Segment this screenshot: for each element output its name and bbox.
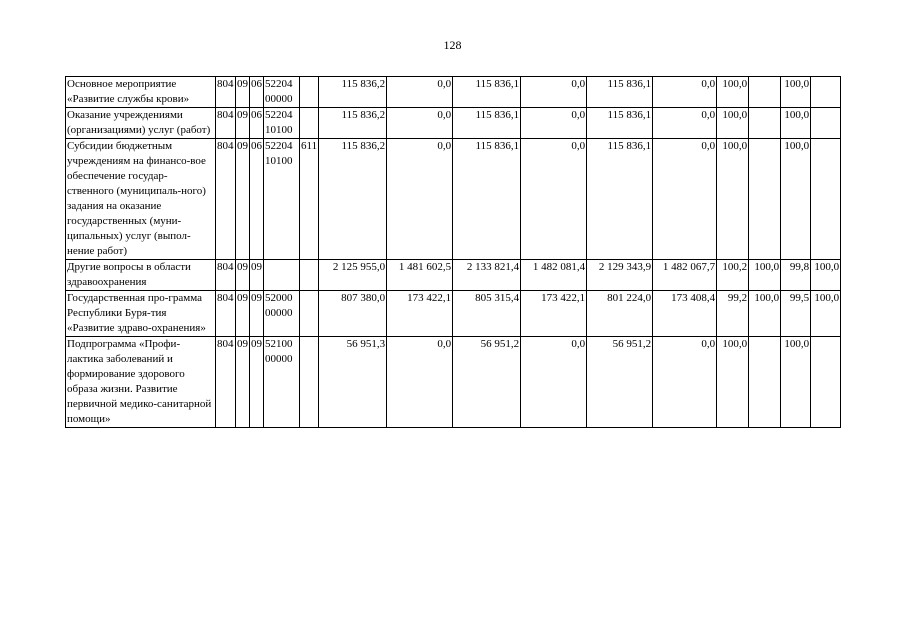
section-code-cell: 09 [236, 77, 250, 108]
table-row [66, 77, 841, 108]
subsection-code-cell: 09 [250, 260, 264, 291]
row-label-cell: Подпрограмма «Профи-лактика заболеваний и формирование здорового образа жизни. Развитие первичной медико-санитарной помощи» [66, 337, 216, 428]
approved-total-cell: 2 125 955,0 [319, 260, 387, 291]
approved-federal-cell: 0,0 [387, 337, 453, 428]
approved-total-cell: 115 836,2 [319, 139, 387, 260]
pct-refined-federal-cell [811, 139, 841, 260]
target-article-cell: 52204 10100 [264, 139, 300, 260]
ministry-code-cell: 804 [216, 260, 236, 291]
pct-approved-total-cell: 100,0 [717, 337, 749, 428]
row-label-cell: Оказание учреждениями (организациями) услуг (работ) [66, 108, 216, 139]
executed-total-cell: 115 836,1 [587, 77, 653, 108]
refined-total-cell: 2 133 821,4 [453, 260, 521, 291]
target-article-cell [264, 260, 300, 291]
approved-federal-cell: 0,0 [387, 108, 453, 139]
section-code-cell: 09 [236, 108, 250, 139]
executed-federal-cell: 173 408,4 [653, 291, 717, 337]
pct-refined-total-cell: 99,8 [781, 260, 811, 291]
executed-federal-cell: 0,0 [653, 337, 717, 428]
pct-refined-federal-cell [811, 108, 841, 139]
pct-refined-total-cell: 100,0 [781, 77, 811, 108]
budget-table [65, 76, 841, 428]
refined-total-cell: 805 315,4 [453, 291, 521, 337]
pct-approved-federal-cell [749, 108, 781, 139]
row-label-cell: Другие вопросы в области здравоохранения [66, 260, 216, 291]
executed-total-cell: 2 129 343,9 [587, 260, 653, 291]
executed-total-cell: 801 224,0 [587, 291, 653, 337]
table-row [66, 291, 841, 337]
pct-refined-federal-cell: 100,0 [811, 260, 841, 291]
approved-federal-cell: 1 481 602,5 [387, 260, 453, 291]
executed-total-cell: 56 951,2 [587, 337, 653, 428]
ministry-code-cell: 804 [216, 291, 236, 337]
approved-federal-cell: 173 422,1 [387, 291, 453, 337]
pct-refined-total-cell: 99,5 [781, 291, 811, 337]
executed-federal-cell: 1 482 067,7 [653, 260, 717, 291]
table-row [66, 337, 841, 428]
pct-refined-total-cell: 100,0 [781, 337, 811, 428]
expense-type-cell [300, 77, 319, 108]
approved-total-cell: 807 380,0 [319, 291, 387, 337]
subsection-code-cell: 06 [250, 139, 264, 260]
section-code-cell: 09 [236, 139, 250, 260]
approved-federal-cell: 0,0 [387, 139, 453, 260]
expense-type-cell [300, 260, 319, 291]
refined-total-cell: 56 951,2 [453, 337, 521, 428]
expense-type-cell [300, 291, 319, 337]
executed-total-cell: 115 836,1 [587, 139, 653, 260]
ministry-code-cell: 804 [216, 139, 236, 260]
table-row [66, 108, 841, 139]
refined-federal-cell: 1 482 081,4 [521, 260, 587, 291]
executed-federal-cell: 0,0 [653, 139, 717, 260]
target-article-cell: 52204 10100 [264, 108, 300, 139]
executed-federal-cell: 0,0 [653, 108, 717, 139]
approved-total-cell: 115 836,2 [319, 108, 387, 139]
pct-approved-federal-cell [749, 139, 781, 260]
table-row [66, 139, 841, 260]
target-article-cell: 52000 00000 [264, 291, 300, 337]
row-label-cell: Основное мероприятие «Развитие службы крови» [66, 77, 216, 108]
pct-refined-federal-cell [811, 337, 841, 428]
subsection-code-cell: 06 [250, 108, 264, 139]
subsection-code-cell: 09 [250, 291, 264, 337]
approved-total-cell: 56 951,3 [319, 337, 387, 428]
expense-type-cell: 611 [300, 139, 319, 260]
pct-approved-total-cell: 100,0 [717, 77, 749, 108]
section-code-cell: 09 [236, 337, 250, 428]
section-code-cell: 09 [236, 260, 250, 291]
subsection-code-cell: 06 [250, 77, 264, 108]
pct-approved-federal-cell [749, 337, 781, 428]
row-label-cell: Субсидии бюджетным учреждениям на финансо-вое обеспечение государ-ственного (муниципаль-ного) задания на оказание государственных (муни-ципальных) услуг (выпол-нение работ) [66, 139, 216, 260]
pct-refined-total-cell: 100,0 [781, 139, 811, 260]
pct-approved-federal-cell: 100,0 [749, 291, 781, 337]
subsection-code-cell: 09 [250, 337, 264, 428]
target-article-cell: 52204 00000 [264, 77, 300, 108]
pct-approved-federal-cell: 100,0 [749, 260, 781, 291]
refined-federal-cell: 0,0 [521, 139, 587, 260]
pct-approved-total-cell: 100,2 [717, 260, 749, 291]
pct-approved-total-cell: 100,0 [717, 139, 749, 260]
refined-total-cell: 115 836,1 [453, 77, 521, 108]
refined-federal-cell: 0,0 [521, 77, 587, 108]
pct-refined-federal-cell [811, 77, 841, 108]
executed-total-cell: 115 836,1 [587, 108, 653, 139]
approved-total-cell: 115 836,2 [319, 77, 387, 108]
page-number: 128 [443, 38, 462, 52]
expense-type-cell [300, 337, 319, 428]
expense-type-cell [300, 108, 319, 139]
pct-approved-total-cell: 100,0 [717, 108, 749, 139]
ministry-code-cell: 804 [216, 108, 236, 139]
approved-federal-cell: 0,0 [387, 77, 453, 108]
executed-federal-cell: 0,0 [653, 77, 717, 108]
refined-federal-cell: 0,0 [521, 337, 587, 428]
target-article-cell: 52100 00000 [264, 337, 300, 428]
pct-approved-federal-cell [749, 77, 781, 108]
refined-total-cell: 115 836,1 [453, 139, 521, 260]
table-row [66, 260, 841, 291]
section-code-cell: 09 [236, 291, 250, 337]
refined-federal-cell: 173 422,1 [521, 291, 587, 337]
ministry-code-cell: 804 [216, 337, 236, 428]
refined-federal-cell: 0,0 [521, 108, 587, 139]
refined-total-cell: 115 836,1 [453, 108, 521, 139]
ministry-code-cell: 804 [216, 77, 236, 108]
pct-refined-total-cell: 100,0 [781, 108, 811, 139]
pct-approved-total-cell: 99,2 [717, 291, 749, 337]
row-label-cell: Государственная про-грамма Республики Буря-тия «Развитие здраво-охранения» [66, 291, 216, 337]
pct-refined-federal-cell: 100,0 [811, 291, 841, 337]
